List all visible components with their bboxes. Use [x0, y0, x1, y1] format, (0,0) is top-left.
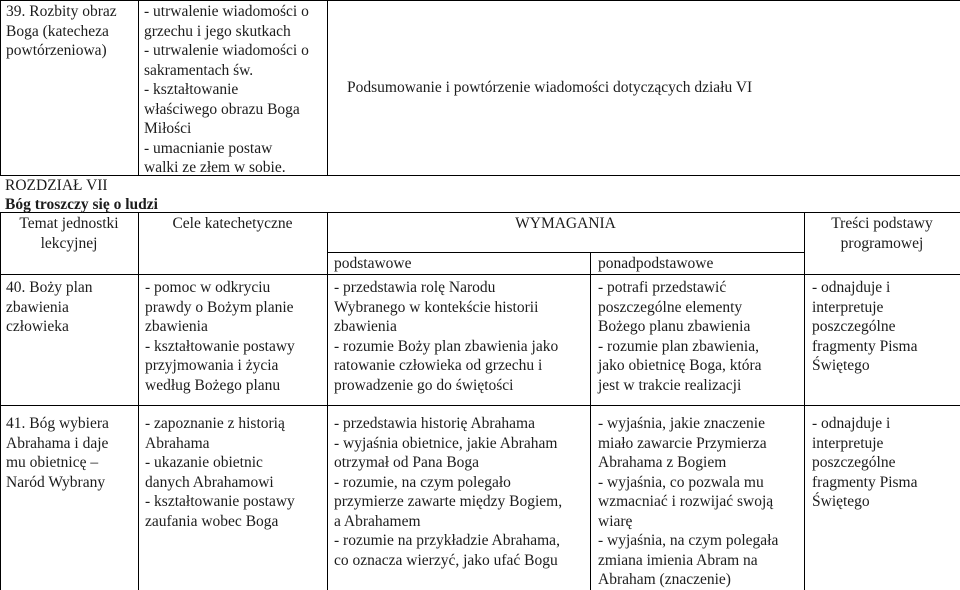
row-41-goals: - zapoznanie z historią Abrahama - ukazanie obietnic danych Abrahamowi - kształtowanie postawy zaufania wobec Boga	[145, 415, 295, 530]
divider-topic-goals	[138, 212, 139, 590]
row-41-basic: - przedstawia historię Abrahama - wyjaśnia obietnice, jakie Abraham otrzymał od Pana Boga - rozumie, na czym polegało przymierze zawarte między Bogiem, a Abrahamem - rozumie na przykładzie Abrahama, co oznacza wierzyć, jako ufać Bogu	[334, 415, 563, 569]
divider-extended-curriculum	[804, 212, 805, 590]
border-left-table	[0, 212, 1, 590]
border-header-bottom	[0, 274, 960, 275]
border-left-top	[0, 0, 1, 176]
divider-goals-summary-top	[327, 0, 328, 176]
row-40-extended: - potrafi przedstawić poszczególne elementy Bożego planu zbawienia - rozumie plan zbawienia, jako obietnicę Boga, która jest w trakcie realizacji	[598, 279, 762, 394]
lesson-39-summary: Podsumowanie i powtórzenie wiadomości dotyczących działu VI	[347, 79, 753, 96]
row-40-goals: - pomoc w odkryciu prawdy o Bożym planie zbawienia - kształtowanie postawy przyjmowania i życia według Bożego planu	[145, 279, 295, 394]
divider-basic-extended	[590, 252, 591, 590]
divider-topic-goals-top	[138, 0, 139, 176]
row-40-basic: - przedstawia rolę Narodu Wybranego w kontekście historii zbawienia - rozumie Boży plan zbawienia jako ratowanie człowieka od grzechu i prowadzenie go do świętości	[334, 279, 559, 394]
header-curriculum: Treści podstawy programowej	[831, 215, 933, 252]
chapter-title: ROZDZIAŁ VII	[5, 177, 108, 194]
row-40-curriculum: - odnajduje i interpretuje poszczególne fragmenty Pisma Świętego	[812, 279, 918, 374]
header-topic: Temat jednostki lekcyjnej	[19, 215, 119, 252]
row-41-curriculum: - odnajduje i interpretuje poszczególne fragmenty Pisma Świętego	[812, 415, 918, 510]
row-40-topic: 40. Boży plan zbawienia człowieka	[6, 279, 93, 335]
divider-goals-basic	[327, 212, 328, 590]
chapter-subtitle: Bóg troszczy się o ludzi	[5, 196, 158, 213]
header-extended: ponadpodstawowe	[598, 255, 714, 272]
lesson-39-topic: 39. Rozbity obraz Boga (katecheza powtórzeniowa)	[6, 3, 117, 59]
header-basic: podstawowe	[334, 255, 412, 272]
row-41-topic: 41. Bóg wybiera Abrahama i daje mu obietnicę – Naród Wybrany	[6, 415, 109, 491]
header-requirements: WYMAGANIA	[515, 215, 616, 232]
border-row-40-bottom	[0, 405, 960, 406]
header-goals: Cele katechetyczne	[172, 215, 293, 232]
row-41-extended: - wyjaśnia, jakie znaczenie miało zawarcie Przymierza Abrahama z Bogiem - wyjaśnia, co pozwala mu wzmacniać i rozwijać swoją wiarę - wyjaśnia, na czym polegała zmiana imienia Abram na Abraham (znaczenie)	[598, 415, 779, 588]
lesson-39-goals: - utrwalenie wiadomości o grzechu i jego skutkach - utrwalenie wiadomości o sakramentach św. - kształtowanie właściwego obrazu Boga Miłości - umacnianie postaw walki ze złem w sobie.	[144, 3, 309, 176]
